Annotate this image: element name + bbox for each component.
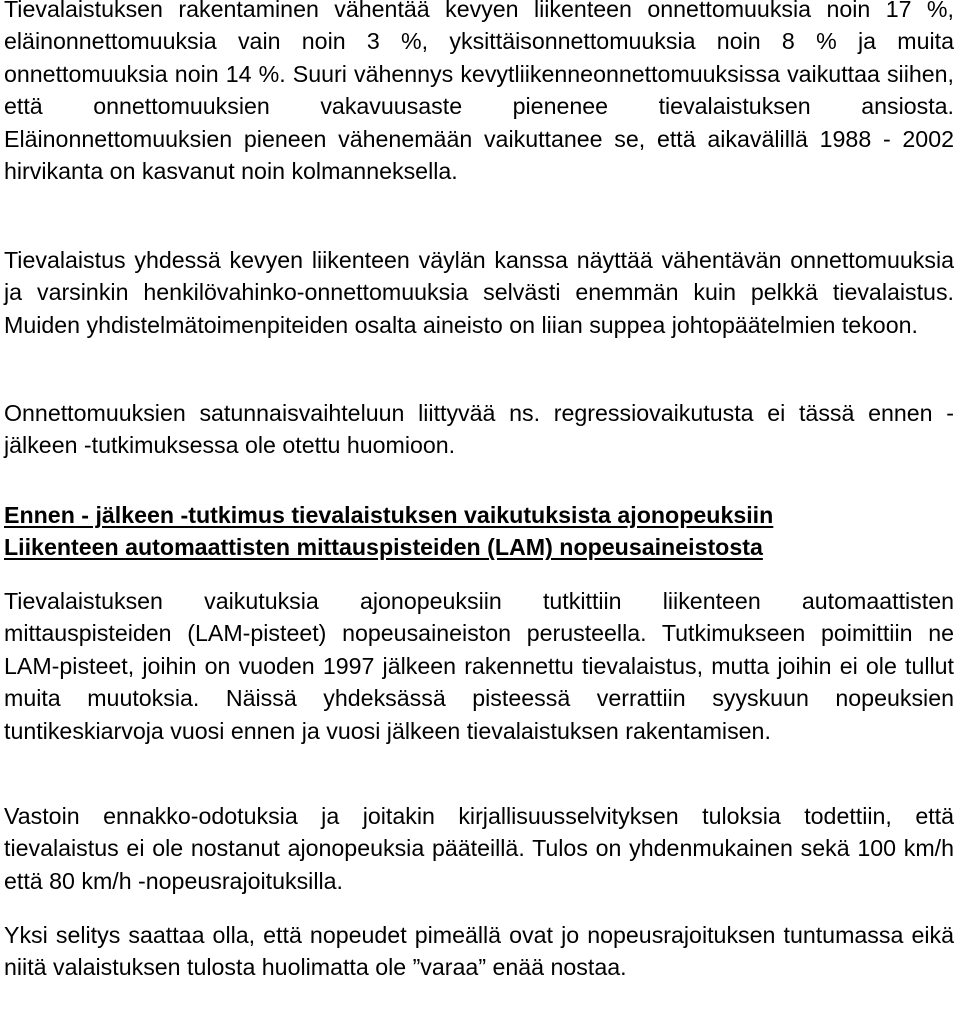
paragraph-accident-reduction: Tievalaistuksen rakentaminen vähentää kevyen liikenteen onnettomuuksia noin 17 %, eläinonnettomuuksia vain noin 3 %, yksittäisonnettomuuksia noin 8 % ja muita onnettomuuksia noin 14 %. Suuri vähennys kevytliikenneonnettomuuksissa vaikuttaa siihen, että onnettomuuksien vakavuusaste pienenee tievalaistuksen ansiosta. Eläinonnettomuuksien pieneen vähenemään vaikuttanee se, että aikavälillä 1988 - 2002 hirvikanta on kasvanut noin kolmanneksella. bbox=[4, 0, 954, 185]
paragraph-speed-result: Vastoin ennakko-odotuksia ja joitakin kirjallisuusselvityksen tuloksia todettiin, että tievalaistus ei ole nostanut ajonopeuksia pääteillä. Tulos on yhdenmukainen sekä 100 km/h että 80 km/h -nopeusrajoituksilla. bbox=[4, 803, 954, 894]
paragraph-combined-measures: Tievalaistus yhdessä kevyen liikenteen väylän kanssa näyttää vähentävän onnettomuuksia ja varsinkin henkilövahinko-onnettomuuksia selvästi enemmän kuin pelkkä tievalaistus. Muiden yhdistelmätoimenpiteiden osalta aineisto on liian suppea johtopäätelmien tekoon. bbox=[4, 247, 954, 338]
paragraph-regression-effect: Onnettomuuksien satunnaisvaihteluun liittyvää ns. regressiovaikutusta ei tässä ennen - jälkeen -tutkimuksessa ole otettu huomioon. bbox=[4, 400, 954, 459]
paragraph-lam-study: Tievalaistuksen vaikutuksia ajonopeuksiin tutkittiin liikenteen automaattisten mittauspisteiden (LAM-pisteet) nopeusaineiston perusteella. Tutkimukseen poimittiin ne LAM-pisteet, joihin on vuoden 1997 jälkeen rakennettu tievalaistus, mutta joihin ei ole tullut muita muutoksia. Näissä yhdeksässä pisteessä verrattiin syyskuun nopeuksien tuntikeskiarvoja vuosi ennen ja vuosi jälkeen tievalaistuksen rakentamisen. bbox=[4, 588, 954, 744]
section-heading bbox=[4, 499, 954, 564]
section-heading-line1: Ennen - jälkeen -tutkimus tievalaistuksen vaikutuksista ajonopeuksiin bbox=[4, 502, 774, 528]
section-heading-line2: Liikenteen automaattisten mittauspisteiden (LAM) nopeusaineistosta bbox=[4, 534, 763, 561]
paragraph-explanation: Yksi selitys saattaa olla, että nopeudet pimeällä ovat jo nopeusrajoituksen tuntumassa eikä niitä valaistuksen tulosta huolimatta ole ”varaa” enää nostaa. bbox=[4, 922, 954, 981]
